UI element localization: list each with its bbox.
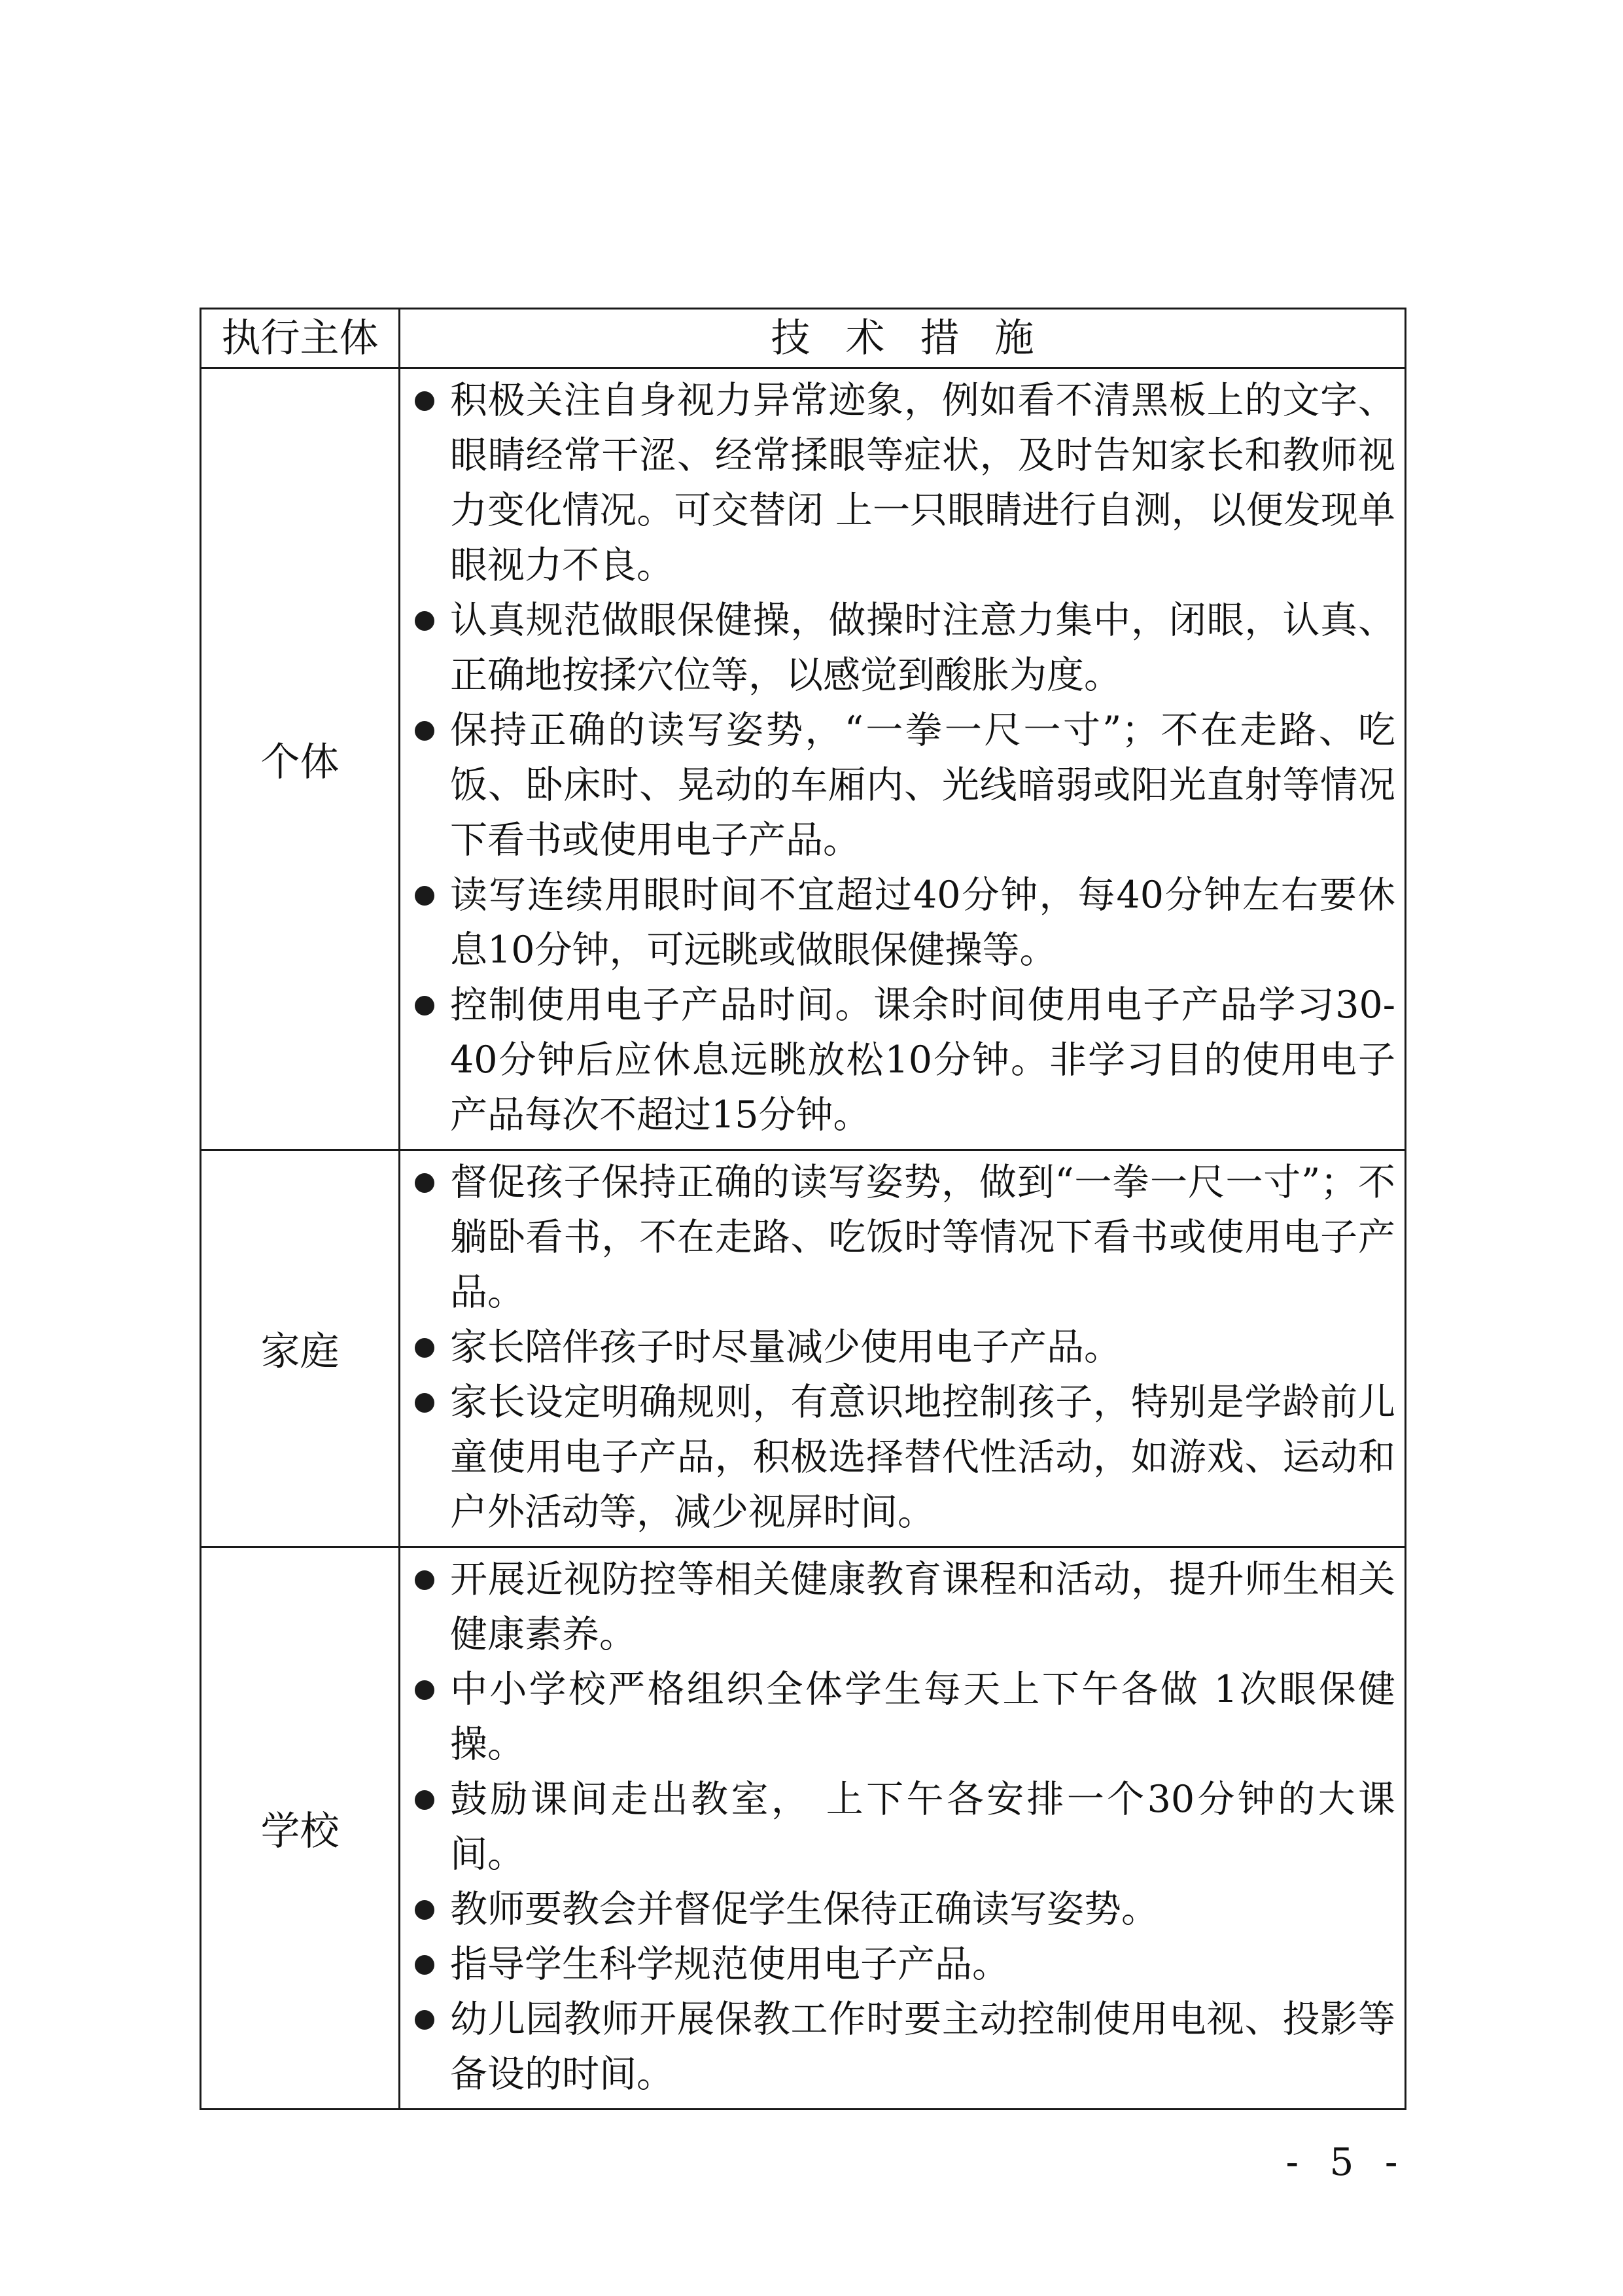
measure-text: 家长陪伴孩子时尽量减少使用电子产品。 <box>450 1326 1121 1369</box>
measures-cell-family <box>400 1150 1406 1547</box>
bullet-icon <box>415 1338 434 1358</box>
measure-list-school <box>412 1552 1395 2102</box>
list-item <box>412 593 1395 703</box>
list-item <box>412 1375 1395 1540</box>
list-item <box>412 1552 1395 1662</box>
measure-text: 指导学生科学规范使用电子产品。 <box>450 1943 1009 1986</box>
page-number: - 5 - <box>1285 2140 1407 2184</box>
bullet-icon <box>415 1680 434 1700</box>
list-item <box>412 1992 1395 2102</box>
measure-text: 开展近视防控等相关健康教育课程和活动，提升师生相关健康素养。 <box>450 1558 1395 1656</box>
bullet-icon <box>415 1955 434 1975</box>
list-item <box>412 978 1395 1142</box>
measure-text: 保持正确的读写姿势，“一拳一尺一寸”；不在走路、吃饭、卧床时、晃动的车厢内、光线暗弱或阳光直射等情况下看书或使用电子产品。 <box>450 709 1395 862</box>
bullet-icon <box>415 391 434 411</box>
list-item <box>412 1772 1395 1882</box>
bullet-icon <box>415 1570 434 1590</box>
list-item <box>412 703 1395 868</box>
header-measures: 技术措施 <box>400 309 1406 368</box>
list-item <box>412 1937 1395 1992</box>
measure-list-family <box>412 1155 1395 1540</box>
measure-text: 家长设定明确规则，有意识地控制孩子，特别是学龄前儿童使用电子产品，积极选择替代性活动，如游戏、运动和户外活动等，减少视屏时间。 <box>450 1381 1395 1534</box>
list-item <box>412 1320 1395 1375</box>
measures-cell-school <box>400 1547 1406 2110</box>
bullet-icon <box>415 721 434 741</box>
measure-text: 控制使用电子产品时间。课余时间使用电子产品学习30-40分钟后应休息远眺放松10分钟。非学习目的使用电子产品每次不超过15分钟。 <box>450 983 1395 1137</box>
bullet-icon <box>415 611 434 631</box>
subject-cell-family: 家庭 <box>201 1150 400 1547</box>
measure-text: 认真规范做眼保健操，做操时注意力集中，闭眼，认真、正确地按揉穴位等，以感觉到酸胀为度。 <box>450 599 1395 697</box>
measure-text: 读写连续用眼时间不宜超过40分钟，每40分钟左右要休息10分钟，可远眺或做眼保健操等。 <box>450 874 1395 972</box>
measure-list-individual <box>412 373 1395 1142</box>
table-header-row <box>201 309 1406 368</box>
subject-cell-school: 学校 <box>201 1547 400 2110</box>
list-item <box>412 1882 1395 1937</box>
measures-cell-individual <box>400 368 1406 1150</box>
measure-text: 积极关注自身视力异常迹象，例如看不清黑板上的文字、眼睛经常干涩、经常揉眼等症状，及时告知家长和教师视力变化情况。可交替闭 上一只眼睛进行自测，以便发现单眼视力不良。 <box>450 379 1395 587</box>
table-row-school <box>201 1547 1406 2110</box>
bullet-icon <box>415 996 434 1016</box>
bullet-icon <box>415 1900 434 1920</box>
measure-text: 鼓励课间走出教室， 上下午各安排一个30分钟的大课间。 <box>450 1778 1395 1876</box>
list-item <box>412 1155 1395 1320</box>
table-row-family <box>201 1150 1406 1547</box>
measure-text: 教师要教会并督促学生保待正确读写姿势。 <box>450 1888 1159 1931</box>
subject-cell-individual: 个体 <box>201 368 400 1150</box>
bullet-icon <box>415 1790 434 1810</box>
measure-text: 中小学校严格组织全体学生每天上下午各做 1次眼保健操。 <box>450 1668 1395 1766</box>
table-row-individual <box>201 368 1406 1150</box>
list-item <box>412 868 1395 978</box>
list-item <box>412 1662 1395 1772</box>
measure-text: 幼儿园教师开展保教工作时要主动控制使用电视、投影等备设的时间。 <box>450 1998 1395 2096</box>
bullet-icon <box>415 2010 434 2030</box>
list-item <box>412 373 1395 593</box>
bullet-icon <box>415 886 434 906</box>
bullet-icon <box>415 1393 434 1413</box>
bullet-icon <box>415 1173 434 1193</box>
header-subject: 执行主体 <box>201 309 400 368</box>
measure-text: 督促孩子保持正确的读写姿势，做到“一拳一尺一寸”；不躺卧看书，不在走路、吃饭时等情况下看书或使用电子产品。 <box>450 1161 1395 1314</box>
measures-table <box>200 308 1406 2110</box>
